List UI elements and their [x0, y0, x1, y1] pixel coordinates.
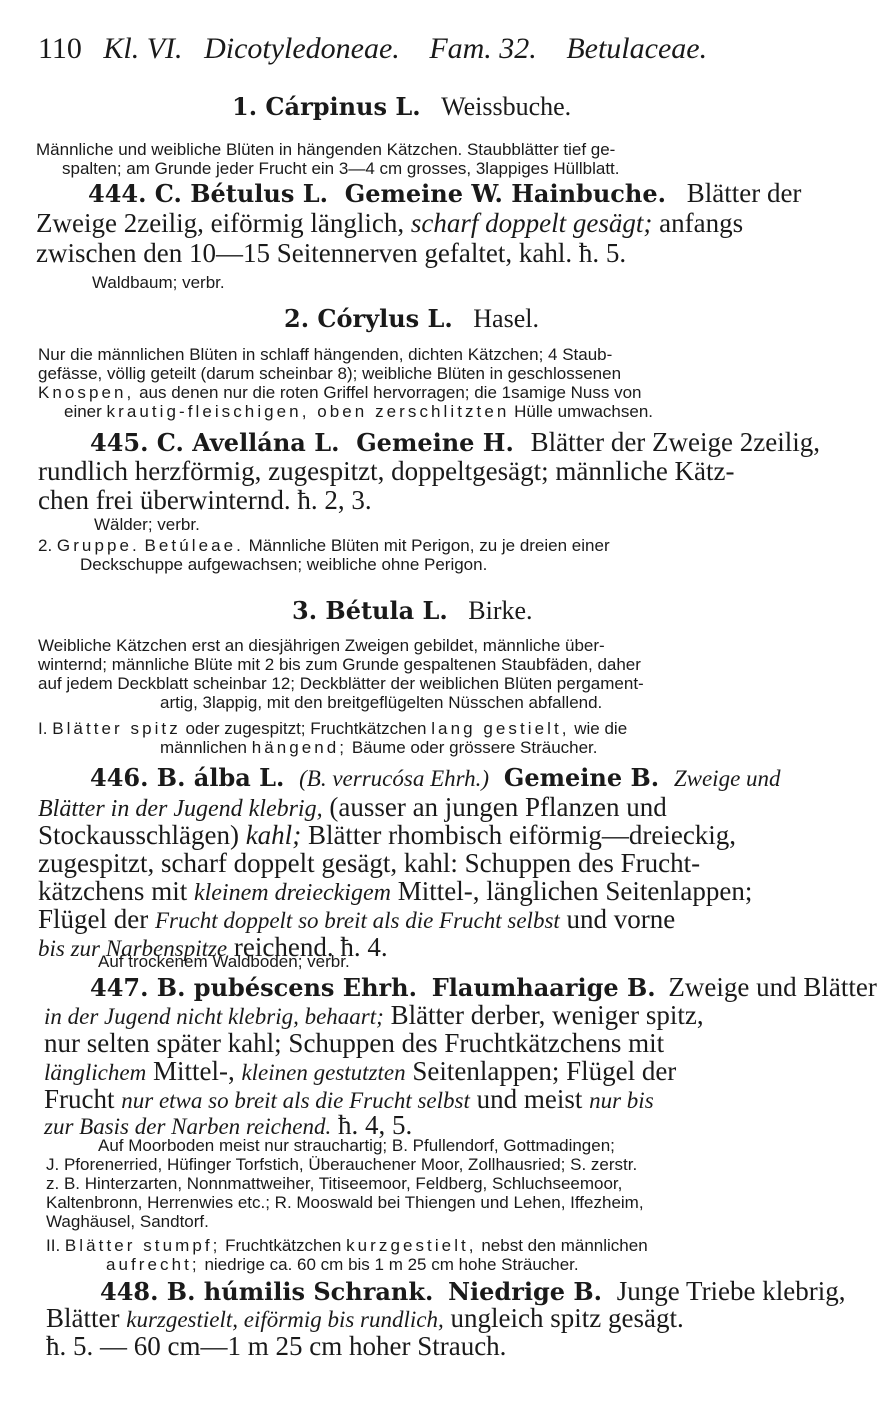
- page-number: 110: [38, 32, 82, 65]
- class-label: Kl. VI.: [103, 32, 183, 65]
- species-445-line: chen frei überwinternd. ħ. 2, 3.: [38, 485, 372, 515]
- species-446-line: 446. B. álba L. (B. verrucósa Ehrh.) Gemeine B. Zweige und: [90, 763, 781, 792]
- species-447-line: 447. B. pubéscens Ehrh. Flaumhaarige B. Zweige und Blätter: [90, 972, 877, 1002]
- species-446-line: Stockausschlägen) kahl; Blätter rhombisch eiförmig—dreieckig,: [38, 820, 737, 850]
- species-common-name: Gemeine W. Hainbuche.: [344, 179, 666, 208]
- genus-name: 1. Cárpinus L.: [232, 92, 421, 121]
- family-number: Fam. 32.: [429, 32, 537, 65]
- species-446-line: Flügel der Frucht doppelt so breit als die Frucht selbst und vorne: [38, 904, 676, 934]
- group-line: I. Blätter spitz oder zugespitzt; Fruchtkätzchen lang gestielt, wie die: [38, 719, 628, 738]
- species-447-line: zur Basis der Narben reichend. ħ. 4, 5.: [44, 1110, 413, 1140]
- group-line: männlichen hängend; Bäume oder grössere Sträucher.: [160, 738, 598, 757]
- species-name: 444. C. Bétulus L.: [88, 179, 328, 208]
- genus-description-line: winternd; männliche Blüte mit 2 bis zum Grunde gespaltenen Staubfäden, daher: [38, 655, 641, 674]
- species-446-line: kätzchens mit kleinem dreieckigem Mittel-, länglichen Seitenlappen;: [38, 876, 753, 906]
- species-447-line: Frucht nur etwa so breit als die Frucht selbst und meist nur bis: [44, 1084, 654, 1114]
- habitat-line: Wälder; verbr.: [94, 515, 200, 534]
- group-line: Deckschuppe aufgewachsen; weibliche ohne Perigon.: [80, 555, 488, 574]
- species-446-line: zugespitzt, scharf doppelt gesägt, kahl: Schuppen des Frucht-: [38, 848, 701, 878]
- genus-description-line: auf jedem Deckblatt scheinbar 12; Deckblätter der weiblichen Blüten pergament-: [38, 674, 644, 693]
- genus-common-name: Hasel.: [473, 304, 539, 333]
- species-444-line: Zweige 2zeilig, eiförmig länglich, scharf doppelt gesägt; anfangs: [36, 208, 744, 238]
- genus-description-line: Nur die männlichen Blüten in schlaff hängenden, dichten Kätzchen; 4 Staub-: [38, 345, 613, 364]
- species-name: 445. C. Avellána L.: [90, 428, 340, 457]
- habitat-line: Kaltenbronn, Herrenwies etc.; R. Mooswald bei Thiengen und Lehen, Iffezheim,: [46, 1193, 644, 1212]
- species-448-line: 448. B. húmilis Schrank. Niedrige B. Junge Triebe klebrig,: [100, 1276, 846, 1306]
- species-name: 448. B. húmilis Schrank.: [100, 1277, 434, 1306]
- species-name: 446. B. álba L.: [90, 763, 285, 792]
- genus-description-line: spalten; am Grunde jeder Frucht ein 3—4 cm grosses, 3lappiges Hüllblatt.: [62, 159, 620, 178]
- genus-heading-betula: [292, 596, 533, 626]
- species-447-line: länglichem Mittel-, kleinen gestutzten Seitenlappen; Flügel der: [44, 1056, 677, 1086]
- genus-name: 3. Bétula L.: [292, 596, 448, 625]
- species-common-name: Gemeine H.: [356, 428, 514, 457]
- group-line: II. Blätter stumpf; Fruchtkätzchen kurzgestielt, nebst den männlichen: [46, 1236, 648, 1255]
- species-common-name: Flaumhaarige B.: [431, 973, 656, 1002]
- group-line: 2. Gruppe. Betúleae. Männliche Blüten mit Perigon, zu je dreien einer: [38, 536, 610, 555]
- genus-description-line: artig, 3lappig, mit den breitgeflügelten Nüsschen abfallend.: [160, 693, 603, 712]
- species-444-line: zwischen den 10—15 Seitennerven gefaltet, kahl. ħ. 5.: [36, 238, 627, 268]
- species-name: 447. B. pubéscens Ehrh.: [90, 973, 417, 1002]
- genus-common-name: Birke.: [468, 596, 533, 625]
- habitat-line: J. Pforenerried, Hüfinger Torfstich, Überauchener Moor, Zollhausried; S. zerstr.: [46, 1155, 638, 1174]
- species-448-line: Blätter kurzgestielt, eiförmig bis rundlich, ungleich spitz gesägt.: [46, 1303, 684, 1333]
- species-446-line: bis zur Narbenspitze reichend. ħ. 4.: [38, 932, 388, 962]
- genus-common-name: Weissbuche.: [441, 92, 572, 121]
- genus-description-line: Männliche und weibliche Blüten in hängenden Kätzchen. Staubblätter tief ge-: [36, 140, 616, 159]
- species-448-line: ħ. 5. — 60 cm—1 m 25 cm hoher Strauch.: [46, 1331, 507, 1361]
- species-common-name: Gemeine B.: [503, 763, 660, 792]
- species-447-line: in der Jugend nicht klebrig, behaart; Blätter derber, weniger spitz,: [44, 1000, 704, 1030]
- species-446-line: Blätter in der Jugend klebrig, (ausser an jungen Pflanzen und: [38, 792, 667, 822]
- group-line: aufrecht; niedrige ca. 60 cm bis 1 m 25 cm hohe Sträucher.: [106, 1255, 579, 1274]
- genus-heading-carpinus: [232, 92, 571, 122]
- genus-description-line: Weibliche Kätzchen erst an diesjährigen Zweigen gebildet, männliche über-: [38, 636, 605, 655]
- genus-description-line: gefässe, völlig geteilt (darum scheinbar 8); weibliche Blüten in geschlossenen: [38, 364, 622, 383]
- species-445-line: rundlich herzförmig, zugespitzt, doppeltgesägt; männliche Kätz-: [38, 456, 735, 486]
- habitat-line: Auf trockenem Waldboden; verbr.: [98, 952, 350, 971]
- habitat-line: Auf Moorboden meist nur strauchartig; B. Pfullendorf, Gottmadingen;: [98, 1136, 615, 1155]
- species-444-line: 444. C. Bétulus L. Gemeine W. Hainbuche. Blätter der: [88, 178, 802, 208]
- genus-description-line: Knospen, aus denen nur die roten Griffel hervorragen; die 1samige Nuss von: [38, 383, 642, 402]
- subclass-label: Dicotyledoneae.: [204, 32, 400, 65]
- habitat-line: z. B. Hinterzarten, Nonnmattweiher, Titiseemoor, Feldberg, Schluchseemoor,: [46, 1174, 623, 1193]
- genus-heading-corylus: [284, 304, 539, 334]
- species-447-line: nur selten später kahl; Schuppen des Fruchtkätzchens mit: [44, 1028, 665, 1058]
- family-name: Betulaceae.: [566, 32, 708, 65]
- habitat-line: Waghäusel, Sandtorf.: [46, 1212, 209, 1231]
- habitat-line: Waldbaum; verbr.: [92, 273, 225, 292]
- genus-name: 2. Córylus L.: [284, 304, 453, 333]
- species-common-name: Niedrige B.: [448, 1277, 603, 1306]
- running-header: [38, 32, 707, 66]
- species-445-line: 445. C. Avellána L. Gemeine H. Blätter der Zweige 2zeilig,: [90, 427, 820, 457]
- genus-description-line: einer krautig-fleischigen, oben zerschlitzten Hülle umwachsen.: [64, 402, 654, 421]
